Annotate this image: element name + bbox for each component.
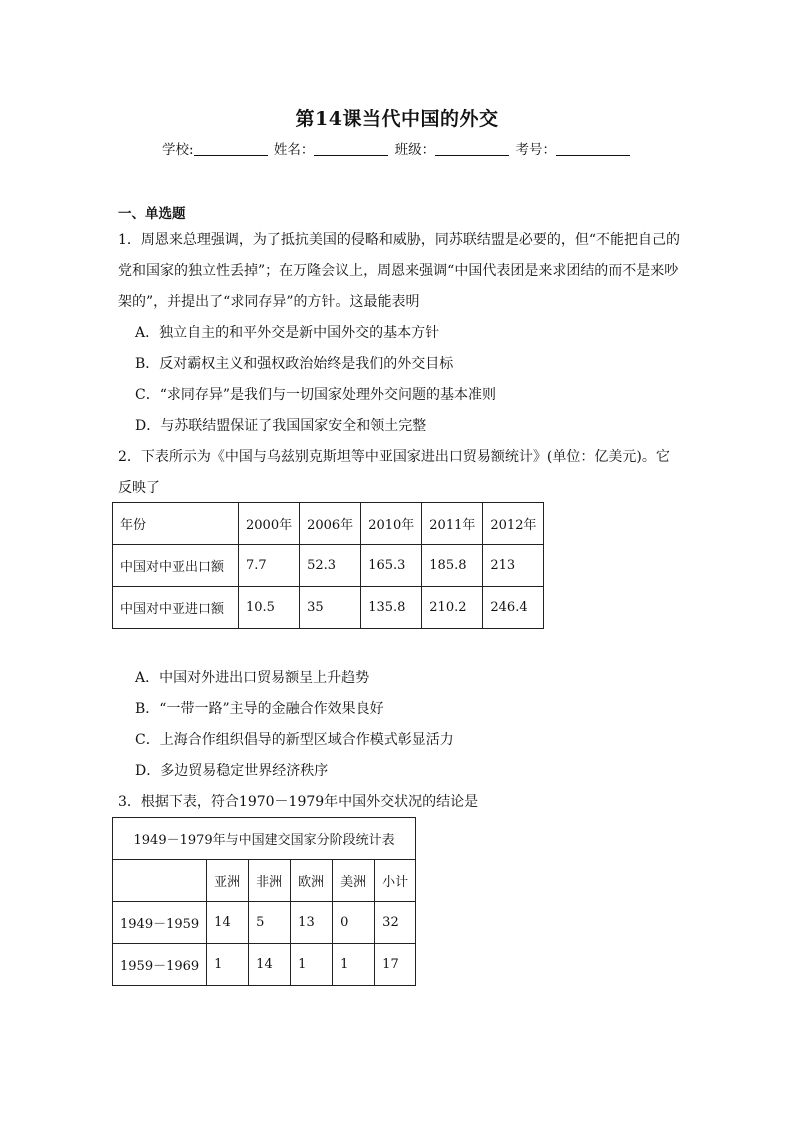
q2-option-a[interactable]: A．中国对外进出口贸易额呈上升趋势 [135, 670, 370, 686]
table-cell: 1 [207, 944, 249, 986]
table-cell: 2012年 [483, 503, 544, 545]
table-cell: 10.5 [239, 587, 300, 629]
table-cell: 32 [375, 902, 416, 944]
q1-stem-line-3: 架的”，并提出了“求同存异”的方针。这最能表明 [118, 294, 420, 310]
table-cell: 14 [207, 902, 249, 944]
table-cell: 2000年 [239, 503, 300, 545]
table-cell: 135.8 [361, 587, 422, 629]
table-header-row [113, 503, 544, 545]
table-cell: 1949－1959 [113, 902, 207, 944]
q1-stem-line-2: 党和国家的独立性丢掉”；在万隆会议上，周恩来强调“中国代表团是来求团结的而不是来吵 [118, 263, 679, 279]
exam-number-blank[interactable] [556, 143, 630, 156]
q2-stem-line-1: 2．下表所示为《中国与乌兹别克斯坦等中亚国家进出口贸易额统计》(单位：亿美元)。它 [118, 449, 670, 465]
table-cell: 185.8 [422, 545, 483, 587]
school-blank[interactable] [194, 143, 268, 156]
table-cell: 213 [483, 545, 544, 587]
table-header-row [113, 860, 416, 902]
class-label: 班级： [394, 142, 436, 158]
class-blank[interactable] [435, 143, 509, 156]
diplomatic-relations-table [112, 817, 416, 986]
q1-option-c[interactable]: C．“求同存异”是我们与一切国家处理外交问题的基本准则 [135, 387, 497, 403]
student-info-line [0, 138, 794, 158]
table-cell: 210.2 [422, 587, 483, 629]
table-cell: 1 [291, 944, 333, 986]
table-cell: 5 [249, 902, 291, 944]
table-row [113, 587, 544, 629]
q1-option-a[interactable]: A．独立自主的和平外交是新中国外交的基本方针 [135, 325, 440, 341]
table-cell: 1959－1969 [113, 944, 207, 986]
school-label: 学校: [162, 142, 194, 158]
q1-stem-line-1: 1．周恩来总理强调，为了抵抗美国的侵略和威胁，同苏联结盟是必要的，但“不能把自己的 [118, 232, 681, 248]
name-blank[interactable] [314, 143, 388, 156]
table-row [113, 902, 416, 944]
table-cell: 2006年 [300, 503, 361, 545]
exam-number-label: 考号： [515, 142, 556, 158]
table-cell: 0 [333, 902, 375, 944]
table-cell: 13 [291, 902, 333, 944]
q3-stem-line: 3．根据下表，符合1970－1979年中国外交状况的结论是 [118, 794, 479, 810]
table-cell: 17 [375, 944, 416, 986]
table-cell [113, 860, 207, 902]
table-row [113, 545, 544, 587]
table-caption-row [113, 818, 416, 860]
q1-option-d[interactable]: D．与苏联结盟保证了我国国家安全和领土完整 [135, 418, 427, 434]
table-row [113, 944, 416, 986]
q2-option-c[interactable]: C．上海合作组织倡导的新型区域合作模式彰显活力 [135, 732, 454, 748]
table-cell: 246.4 [483, 587, 544, 629]
table-cell: 7.7 [239, 545, 300, 587]
table-cell: 14 [249, 944, 291, 986]
table-cell: 165.3 [361, 545, 422, 587]
q1-option-b[interactable]: B．反对霸权主义和强权政治始终是我们的外交目标 [135, 356, 454, 372]
table-cell: 52.3 [300, 545, 361, 587]
table-cell: 2011年 [422, 503, 483, 545]
table-cell: 1 [333, 944, 375, 986]
table-cell: 美洲 [333, 860, 375, 902]
table-cell: 35 [300, 587, 361, 629]
table-cell: 非洲 [249, 860, 291, 902]
page-title: 第14课当代中国的外交 [295, 108, 499, 130]
q2-stem-line-2: 反映了 [118, 480, 160, 496]
table-cell: 中国对中亚出口额 [113, 545, 239, 587]
table-cell: 亚洲 [207, 860, 249, 902]
name-label: 姓名： [273, 142, 315, 158]
table-cell: 2010年 [361, 503, 422, 545]
table-cell: 小计 [375, 860, 416, 902]
table-cell: 中国对中亚进口额 [113, 587, 239, 629]
q2-option-b[interactable]: B．“一带一路”主导的金融合作效果良好 [135, 701, 384, 717]
trade-table [112, 502, 544, 629]
section-heading: 一、单选题 [118, 206, 186, 222]
table-caption: 1949－1979年与中国建交国家分阶段统计表 [113, 818, 416, 860]
table-cell: 年份 [113, 503, 239, 545]
table-cell: 欧洲 [291, 860, 333, 902]
q2-option-d[interactable]: D．多边贸易稳定世界经济秩序 [135, 763, 329, 779]
